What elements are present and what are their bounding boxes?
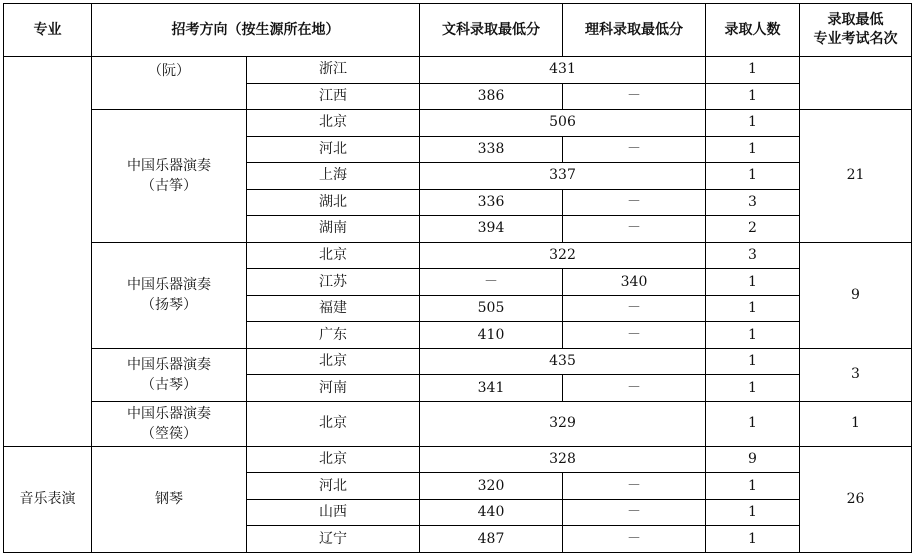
region-cell: 上海	[247, 163, 420, 190]
direction-line1: 中国乐器演奏	[127, 356, 211, 373]
count-cell: 1	[706, 269, 800, 296]
region-cell: 北京	[247, 242, 420, 269]
count-cell: 1	[706, 401, 800, 446]
wen-score-cell: 440	[420, 499, 563, 526]
li-score-cell: 340	[563, 269, 706, 296]
direction-konghou	[92, 401, 247, 446]
table-row	[4, 57, 912, 84]
li-score-cell: －	[563, 216, 706, 243]
region-cell: 河北	[247, 136, 420, 163]
header-wen-min: 文科录取最低分	[420, 4, 563, 57]
count-cell: 1	[706, 322, 800, 349]
wen-score-cell: 505	[420, 295, 563, 322]
region-cell: 广东	[247, 322, 420, 349]
region-cell: 河北	[247, 473, 420, 500]
wen-score-cell: －	[420, 269, 563, 296]
region-cell: 北京	[247, 401, 420, 446]
table-row	[4, 348, 912, 375]
wen-score-cell: 320	[420, 473, 563, 500]
combined-score-cell: 435	[420, 348, 706, 375]
count-cell: 1	[706, 473, 800, 500]
wen-score-cell: 394	[420, 216, 563, 243]
direction-guqin	[92, 348, 247, 401]
count-cell: 1	[706, 295, 800, 322]
region-cell: 浙江	[247, 57, 420, 84]
header-row	[4, 4, 912, 57]
count-cell: 1	[706, 348, 800, 375]
li-score-cell: －	[563, 83, 706, 110]
rank-cell-guqin: 3	[800, 348, 912, 401]
direction-line1: 中国乐器演奏	[127, 277, 211, 294]
combined-score-cell: 337	[420, 163, 706, 190]
wen-score-cell: 487	[420, 526, 563, 553]
region-cell: 福建	[247, 295, 420, 322]
header-li-min: 理科录取最低分	[563, 4, 706, 57]
count-cell: 1	[706, 526, 800, 553]
direction-line2: （古琴）	[141, 376, 197, 393]
li-score-cell: －	[563, 136, 706, 163]
direction-yangqin	[92, 242, 247, 348]
wen-score-cell: 336	[420, 189, 563, 216]
combined-score-cell: 506	[420, 110, 706, 137]
direction-ruan: （阮）	[92, 57, 247, 110]
region-cell: 辽宁	[247, 526, 420, 553]
count-cell: 9	[706, 446, 800, 473]
li-score-cell: －	[563, 295, 706, 322]
header-count: 录取人数	[706, 4, 800, 57]
count-cell: 1	[706, 136, 800, 163]
count-cell: 3	[706, 242, 800, 269]
major-cell-performance: 音乐表演	[4, 446, 92, 552]
region-cell: 山西	[247, 499, 420, 526]
wen-score-cell: 338	[420, 136, 563, 163]
region-cell: 湖北	[247, 189, 420, 216]
region-cell: 北京	[247, 348, 420, 375]
rank-cell-guzheng: 21	[800, 110, 912, 243]
li-score-cell: －	[563, 473, 706, 500]
direction-line2: （古筝）	[141, 177, 197, 194]
count-cell: 3	[706, 189, 800, 216]
header-rank-line2: 专业考试名次	[813, 31, 898, 47]
direction-guzheng	[92, 110, 247, 243]
combined-score-cell: 431	[420, 57, 706, 84]
count-cell: 2	[706, 216, 800, 243]
wen-score-cell: 341	[420, 375, 563, 402]
count-cell: 1	[706, 83, 800, 110]
li-score-cell: －	[563, 526, 706, 553]
li-score-cell: －	[563, 499, 706, 526]
region-cell: 北京	[247, 446, 420, 473]
count-cell: 1	[706, 499, 800, 526]
li-score-cell: －	[563, 322, 706, 349]
count-cell: 1	[706, 57, 800, 84]
li-score-cell: －	[563, 189, 706, 216]
rank-cell-konghou: 1	[800, 401, 912, 446]
header-direction: 招考方向（按生源所在地）	[92, 4, 420, 57]
region-cell: 江西	[247, 83, 420, 110]
combined-score-cell: 329	[420, 401, 706, 446]
major-cell-upper	[4, 57, 92, 447]
direction-line2: （箜篌）	[141, 425, 197, 442]
table-row	[4, 446, 912, 473]
direction-line1: 中国乐器演奏	[127, 405, 211, 422]
count-cell: 1	[706, 110, 800, 137]
region-cell: 江苏	[247, 269, 420, 296]
wen-score-cell: 386	[420, 83, 563, 110]
combined-score-cell: 322	[420, 242, 706, 269]
wen-score-cell: 410	[420, 322, 563, 349]
table-row	[4, 242, 912, 269]
table-row	[4, 110, 912, 137]
combined-score-cell: 328	[420, 446, 706, 473]
rank-cell-ruan	[800, 57, 912, 110]
direction-piano: 钢琴	[92, 446, 247, 552]
region-cell: 北京	[247, 110, 420, 137]
admission-table	[3, 3, 912, 553]
count-cell: 1	[706, 163, 800, 190]
count-cell: 1	[706, 375, 800, 402]
direction-line1: 中国乐器演奏	[127, 157, 211, 174]
li-score-cell: －	[563, 375, 706, 402]
rank-cell-piano: 26	[800, 446, 912, 552]
rank-cell-yangqin: 9	[800, 242, 912, 348]
region-cell: 河南	[247, 375, 420, 402]
header-rank	[800, 4, 912, 57]
table-row	[4, 401, 912, 446]
header-major: 专业	[4, 4, 92, 57]
region-cell: 湖南	[247, 216, 420, 243]
direction-line2: （扬琴）	[141, 297, 197, 314]
header-rank-line1: 录取最低	[827, 12, 884, 28]
